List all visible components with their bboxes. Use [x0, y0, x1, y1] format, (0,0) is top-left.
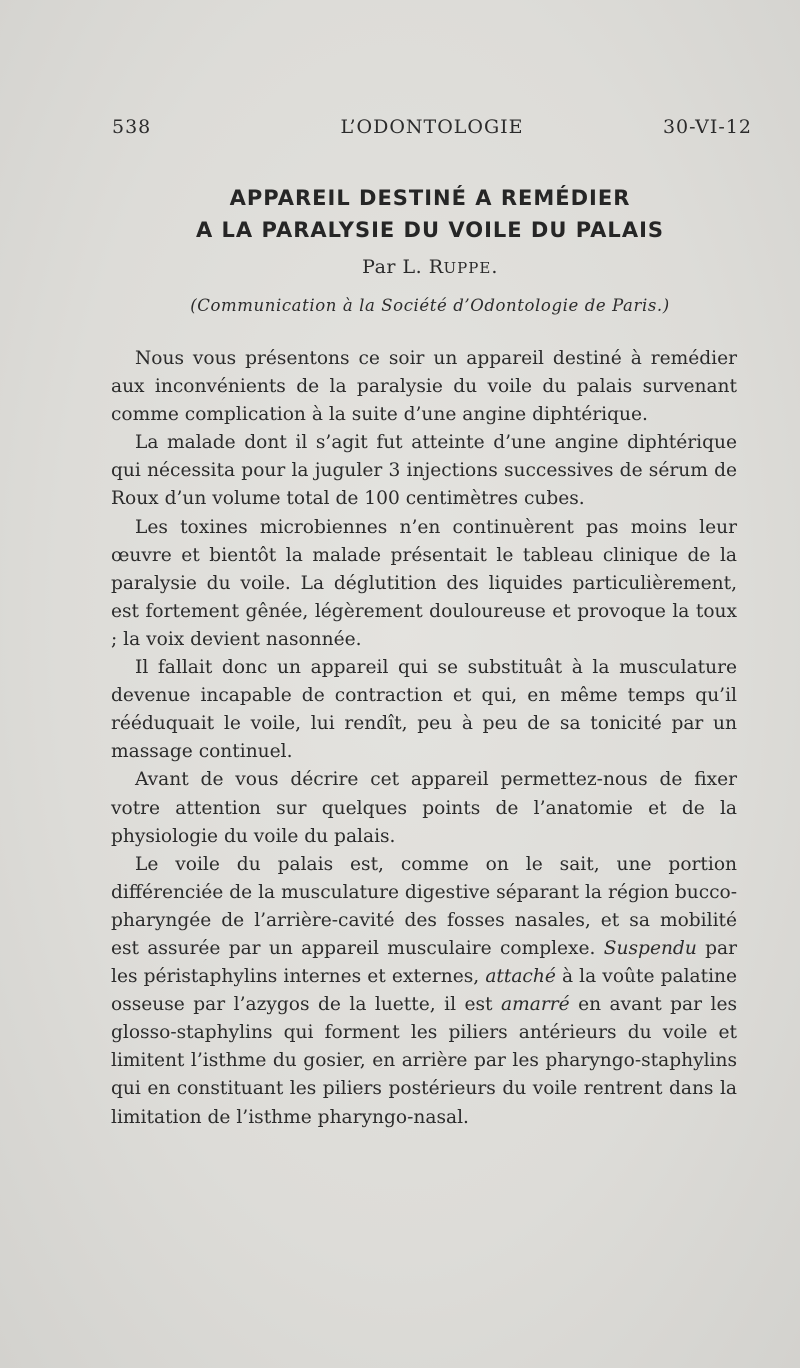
emphasis-attache: attaché	[485, 966, 556, 988]
paragraph-5: Avant de vous décrire cet appareil permettez-nous de fixer votre attention sur quelques points de l’anatomie et de la physiologie du voile du palais.	[111, 769, 737, 847]
paragraph-6	[111, 851, 737, 1132]
running-header	[112, 116, 752, 144]
byline-prefix: Par L. R	[362, 256, 444, 278]
article-title-line-2: A LA PARALYSIE DU VOILE DU PALAIS	[195, 218, 665, 242]
paragraph-4: Il fallait donc un appareil qui se substituât à la musculature devenue incapable de contraction et qui, en même temps qu’il rééduquait le voile, lui rendît, peu à peu de sa tonicité par un massage continuel.	[111, 657, 737, 763]
paragraph-6-part-b: par les péristaphylins internes et externes,	[111, 937, 737, 988]
issue-date: 30-VI-12	[662, 116, 752, 138]
paragraph-2: La malade dont il s’agit fut atteinte d’une angine diphtérique qui nécessita pour la juguler 3 injections successives de sérum de Roux d’un volume total de 100 centimètres cubes.	[111, 432, 737, 510]
page-number: 538	[112, 116, 152, 138]
paragraph-3: Les toxines microbiennes n’en continuèrent pas moins leur œuvre et bientôt la malade présentait le tableau clinique de la paralysie du voile. La déglutition des liquides particulièrement, est fortement gênée, légèrement douloureuse et provoque la toux ; la voix devient nasonnée.	[111, 516, 737, 650]
author-byline	[100, 256, 760, 278]
article-title	[100, 182, 760, 246]
journal-title: L’ODONTOLOGIE	[340, 116, 524, 138]
paragraph-6-part-a: Le voile du palais est, comme on le sait, une portion différenciée de la musculature digestive séparant la région bucco-pharyngée de l’arrière-cavité des fosses nasales, et sa mobilité est assurée par un appareil musculaire complexe.	[111, 853, 737, 959]
paragraph-1: Nous vous présentons ce soir un appareil destiné à remédier aux inconvénients de la paralysie du voile du palais survenant comme complication à la suite d’une angine diphtérique.	[111, 348, 737, 426]
emphasis-amarre: amarré	[501, 994, 570, 1016]
paragraph-6-part-c: à la voûte palatine osseuse par l’azygos de la luette, il est	[111, 966, 738, 1016]
byline-suffix: .	[491, 256, 498, 278]
byline-surname: UPPE	[443, 259, 492, 277]
paragraph-6-part-d: en avant par les glosso-staphylins qui forment les piliers antérieurs du voile et limitent l’isthme du gosier, en arrière par les pharyngo-staphylins qui en constituant les piliers postérieurs du voile rentrent dans la limitation de l’isthme pharyngo-nasal.	[111, 994, 737, 1128]
communication-note: (Communication à la Société d’Odontologie de Paris.)	[190, 296, 670, 315]
article-body	[111, 345, 737, 1132]
article-title-line-1: APPAREIL DESTINÉ A REMÉDIER	[229, 186, 631, 210]
emphasis-suspendu: Suspendu	[603, 937, 697, 959]
